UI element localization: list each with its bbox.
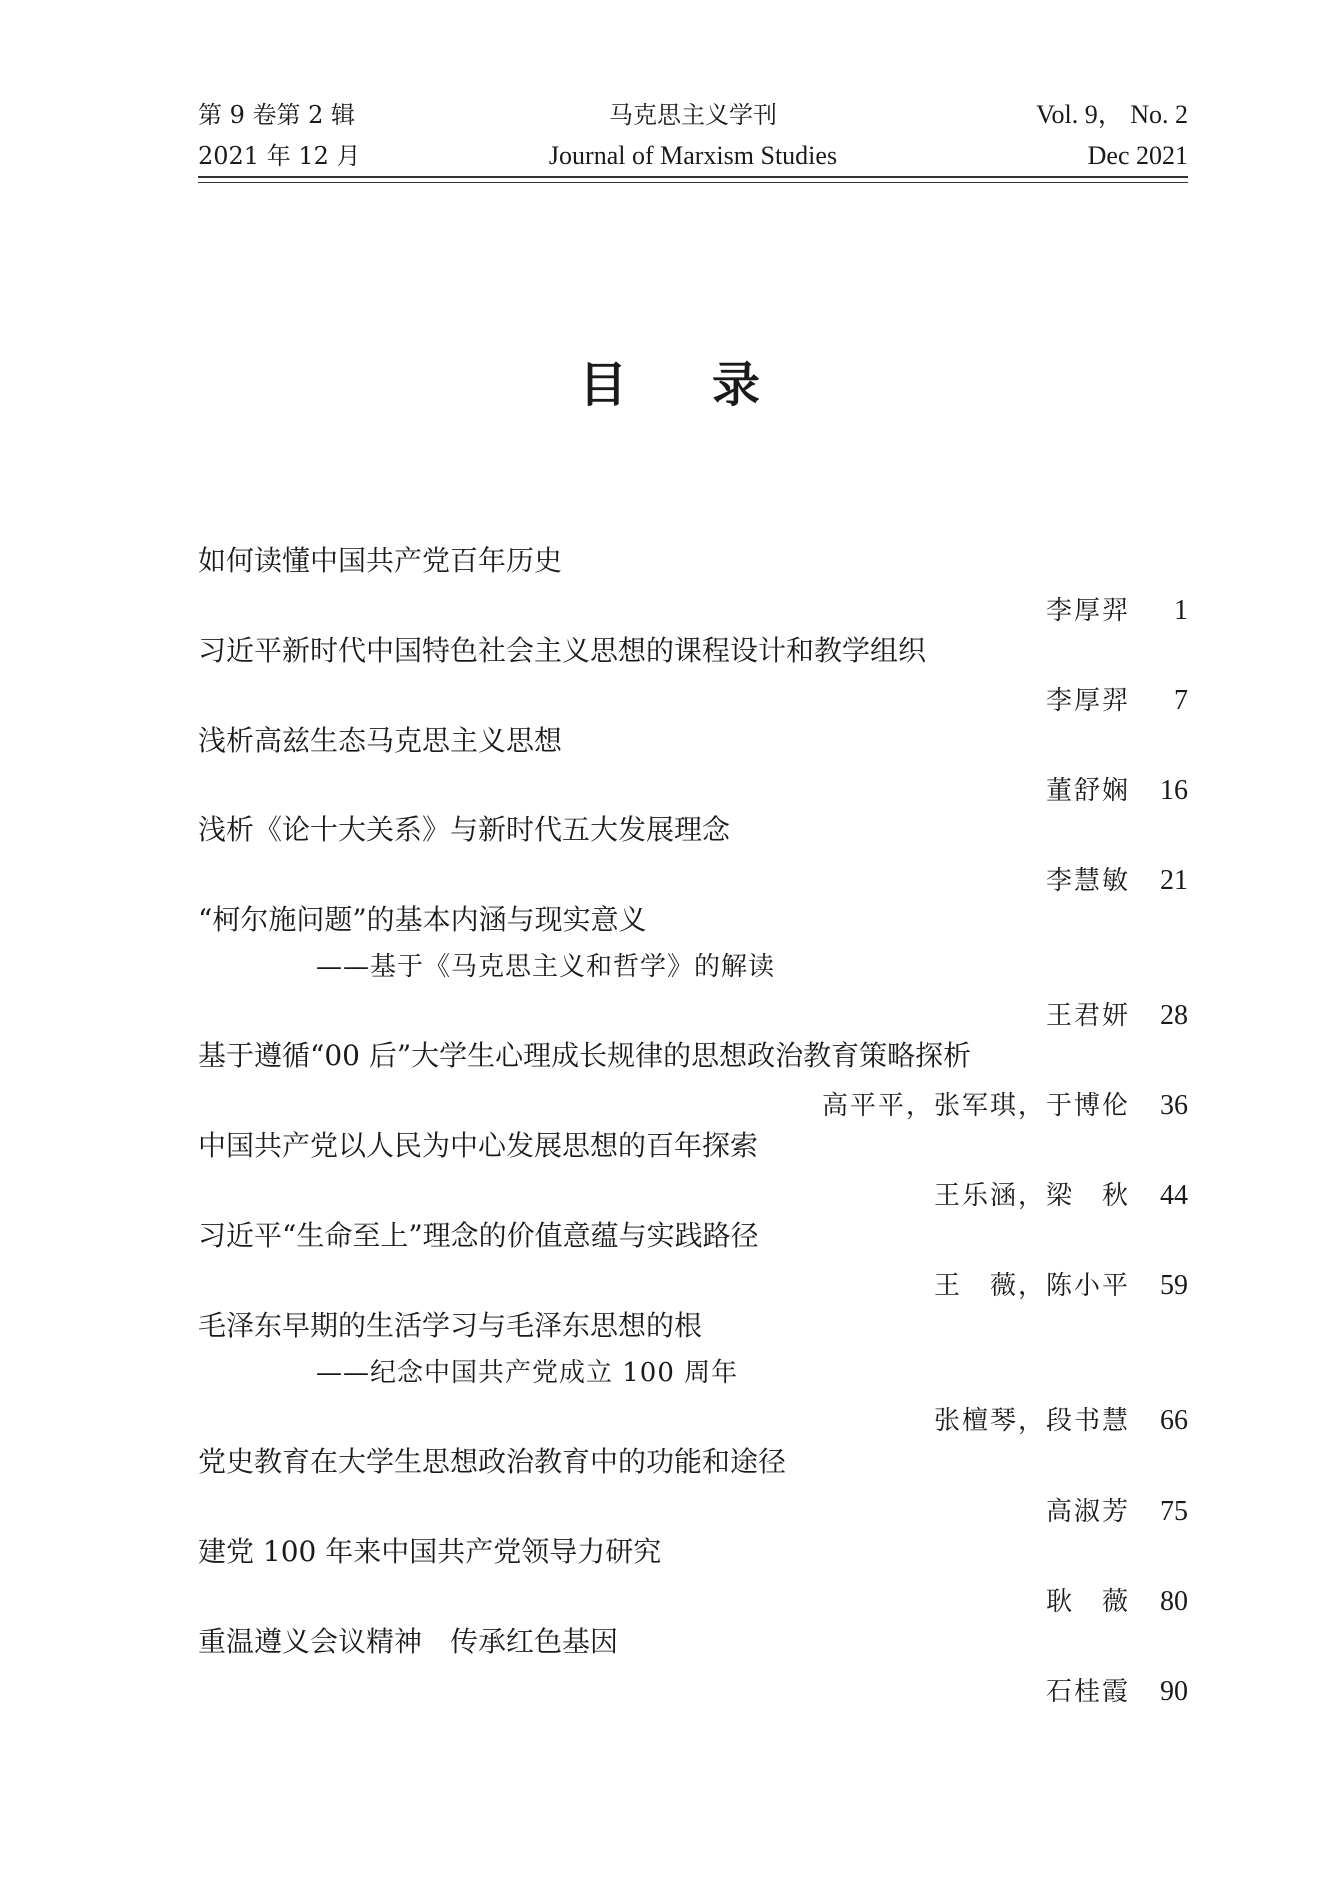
toc-entry-title[interactable]: 浅析高兹生态马克思主义思想 bbox=[198, 724, 563, 757]
toc-entry-title[interactable]: 毛泽东早期的生活学习与毛泽东思想的根 bbox=[198, 1309, 703, 1342]
toc-entry-byline bbox=[198, 863, 1188, 899]
toc-entry-title[interactable]: 习近平“生命至上”理念的价值意蕴与实践路径 bbox=[198, 1219, 759, 1252]
volume-issue-en: Vol. 9， No. 2 bbox=[1036, 100, 1188, 129]
toc-entry-title[interactable]: 党史教育在大学生思想政治教育中的功能和途径 bbox=[198, 1445, 787, 1478]
toc-entry-byline bbox=[198, 1494, 1188, 1530]
toc-entry-page-number[interactable]: 44 bbox=[1160, 1180, 1188, 1211]
toc-entry-title[interactable]: “柯尔施问题”的基本内涵与现实意义 bbox=[198, 903, 647, 936]
toc-entry-author: 石桂霞 bbox=[1045, 1677, 1130, 1707]
toc-entry-page-number[interactable]: 16 bbox=[1160, 775, 1188, 806]
toc-entry-author: 王 薇，陈小平 bbox=[933, 1271, 1130, 1301]
toc-entry-byline bbox=[198, 1178, 1188, 1214]
toc-entry-page-number[interactable]: 7 bbox=[1174, 685, 1188, 716]
toc-entry-page-number[interactable]: 80 bbox=[1160, 1586, 1188, 1617]
toc-entry-title[interactable]: 如何读懂中国共产党百年历史 bbox=[198, 544, 563, 577]
toc-entry-title[interactable]: 中国共产党以人民为中心发展思想的百年探索 bbox=[198, 1129, 759, 1162]
toc-entry-author: 李厚羿 bbox=[1045, 686, 1130, 716]
journal-title-cn: 马克思主义学刊 bbox=[609, 101, 777, 129]
volume-issue-cn: 第 9 卷第 2 辑 bbox=[198, 101, 356, 129]
toc-entry-author: 高淑芳 bbox=[1045, 1497, 1130, 1527]
toc-entry-byline bbox=[198, 1268, 1188, 1304]
toc-entry-page-number[interactable]: 28 bbox=[1160, 1000, 1188, 1031]
toc-entry-title[interactable]: 基于遵循“00 后”大学生心理成长规律的思想政治教育策略探析 bbox=[198, 1039, 972, 1072]
toc-entry-byline bbox=[198, 593, 1188, 629]
toc-entry-author: 耿 薇 bbox=[1045, 1587, 1130, 1617]
toc-entry-author: 王君妍 bbox=[1045, 1001, 1130, 1031]
date-cn: 2021 年 12 月 bbox=[198, 142, 361, 170]
journal-title-en: Journal of Marxism Studies bbox=[548, 141, 838, 170]
toc-entry-byline bbox=[198, 1674, 1188, 1710]
date-en: Dec 2021 bbox=[1087, 141, 1188, 170]
toc-entry-author: 张檀琴，段书慧 bbox=[933, 1406, 1130, 1436]
toc-entry-title[interactable]: 重温遵义会议精神 传承红色基因 bbox=[198, 1625, 619, 1658]
toc-entry-byline bbox=[198, 998, 1188, 1034]
toc-entry-page-number[interactable]: 75 bbox=[1160, 1496, 1188, 1527]
toc-entry-page-number[interactable]: 21 bbox=[1160, 865, 1188, 896]
toc-entry-author: 王乐涵，梁 秋 bbox=[933, 1181, 1130, 1211]
toc-entry-title[interactable]: 习近平新时代中国特色社会主义思想的课程设计和教学组织 bbox=[198, 634, 927, 667]
toc-heading: 目录 bbox=[578, 357, 845, 413]
toc-entry-byline bbox=[198, 1088, 1188, 1124]
toc-entry-byline bbox=[198, 683, 1188, 719]
toc-entry-page-number[interactable]: 36 bbox=[1160, 1090, 1188, 1121]
toc-entry-author: 李慧敏 bbox=[1045, 866, 1130, 896]
toc-entry-page-number[interactable]: 59 bbox=[1160, 1270, 1188, 1301]
toc-entry-author: 李厚羿 bbox=[1045, 596, 1130, 626]
table-of-contents bbox=[198, 0, 1188, 1891]
toc-entry-author: 高平平，张军琪，于博伦 bbox=[821, 1091, 1130, 1121]
toc-entry-page-number[interactable]: 90 bbox=[1160, 1676, 1188, 1707]
toc-entry-page-number[interactable]: 1 bbox=[1174, 595, 1188, 626]
toc-entry-author: 董舒娴 bbox=[1045, 776, 1130, 806]
toc-entry-page-number[interactable]: 66 bbox=[1160, 1405, 1188, 1436]
toc-entry-subtitle: ——纪念中国共产党成立 100 周年 bbox=[316, 1358, 739, 1388]
toc-entry-byline bbox=[198, 1403, 1188, 1439]
toc-entry-byline bbox=[198, 1584, 1188, 1620]
toc-entry-title[interactable]: 建党 100 年来中国共产党领导力研究 bbox=[198, 1535, 662, 1568]
toc-entry-byline bbox=[198, 773, 1188, 809]
toc-entry-subtitle: ——基于《马克思主义和哲学》的解读 bbox=[316, 952, 776, 982]
toc-entry-title[interactable]: 浅析《论十大关系》与新时代五大发展理念 bbox=[198, 813, 731, 846]
